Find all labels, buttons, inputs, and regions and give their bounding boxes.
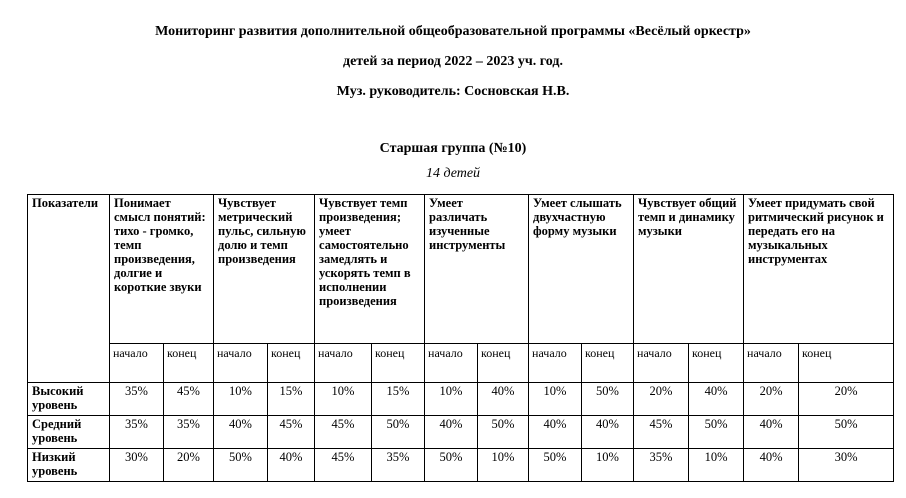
end-header: конец xyxy=(582,344,634,383)
value-cell: 10% xyxy=(315,383,372,416)
indicators-header: Показатели xyxy=(28,195,110,383)
value-cell: 45% xyxy=(315,416,372,449)
value-cell: 10% xyxy=(529,383,582,416)
value-cell: 40% xyxy=(744,416,799,449)
start-header: начало xyxy=(425,344,478,383)
value-cell: 40% xyxy=(425,416,478,449)
value-cell: 45% xyxy=(315,449,372,482)
value-cell: 20% xyxy=(634,383,689,416)
criterion-header: Чувствует общий темп и динамику музыки xyxy=(634,195,744,344)
value-cell: 10% xyxy=(425,383,478,416)
children-count: 14 детей xyxy=(425,166,481,181)
level-label: Высокий уровень xyxy=(28,383,110,416)
start-header: начало xyxy=(214,344,268,383)
value-cell: 10% xyxy=(214,383,268,416)
value-cell: 50% xyxy=(689,416,744,449)
value-cell: 30% xyxy=(799,449,894,482)
value-cell: 50% xyxy=(425,449,478,482)
value-cell: 40% xyxy=(478,383,529,416)
start-header: начало xyxy=(744,344,799,383)
criterion-header: Чувствует темп произведения; умеет самостоятельно замедлять и ускорять темп в исполнении произведения xyxy=(315,195,425,344)
table-row xyxy=(28,383,894,416)
criterion-header: Умеет слышать двухчастную форму музыки xyxy=(529,195,634,344)
value-cell: 40% xyxy=(214,416,268,449)
value-cell: 15% xyxy=(372,383,425,416)
value-cell: 30% xyxy=(110,449,164,482)
value-cell: 40% xyxy=(582,416,634,449)
end-header: конец xyxy=(372,344,425,383)
value-cell: 10% xyxy=(689,449,744,482)
value-cell: 45% xyxy=(634,416,689,449)
criterion-header: Умеет различать изученные инструменты xyxy=(425,195,529,344)
heading-line-1: Мониторинг развития дополнительной общеобразовательной программы «Весёлый оркестр» xyxy=(155,24,751,39)
criterion-header: Умеет придумать свой ритмический рисунок и передать его на музыкальных инструментах xyxy=(744,195,894,344)
value-cell: 40% xyxy=(529,416,582,449)
value-cell: 35% xyxy=(372,449,425,482)
value-cell: 20% xyxy=(744,383,799,416)
value-cell: 50% xyxy=(529,449,582,482)
value-cell: 35% xyxy=(164,416,214,449)
start-header: начало xyxy=(634,344,689,383)
value-cell: 50% xyxy=(372,416,425,449)
end-header: конец xyxy=(799,344,894,383)
table-row xyxy=(28,449,894,482)
group-title: Старшая группа (№10) xyxy=(379,141,527,156)
start-header: начало xyxy=(315,344,372,383)
end-header: конец xyxy=(478,344,529,383)
start-header: начало xyxy=(110,344,164,383)
value-cell: 20% xyxy=(164,449,214,482)
heading-line-2: детей за период 2022 – 2023 уч. год. xyxy=(343,54,563,69)
monitoring-table xyxy=(27,194,894,482)
value-cell: 40% xyxy=(268,449,315,482)
value-cell: 35% xyxy=(110,383,164,416)
criterion-header: Чувствует метрический пульс, сильную долю и темп произведения xyxy=(214,195,315,344)
value-cell: 50% xyxy=(214,449,268,482)
criteria-header-row xyxy=(28,195,894,344)
value-cell: 20% xyxy=(799,383,894,416)
value-cell: 10% xyxy=(478,449,529,482)
criterion-header: Понимает смысл понятий: тихо - громко, темп произведения, долгие и короткие звуки xyxy=(110,195,214,344)
end-header: конец xyxy=(689,344,744,383)
value-cell: 50% xyxy=(478,416,529,449)
value-cell: 45% xyxy=(268,416,315,449)
value-cell: 35% xyxy=(110,416,164,449)
heading-line-3: Муз. руководитель: Сосновская Н.В. xyxy=(336,84,570,99)
start-header: начало xyxy=(529,344,582,383)
level-label: Средний уровень xyxy=(28,416,110,449)
value-cell: 50% xyxy=(799,416,894,449)
table-row xyxy=(28,416,894,449)
value-cell: 50% xyxy=(582,383,634,416)
level-label: Низкий уровень xyxy=(28,449,110,482)
value-cell: 10% xyxy=(582,449,634,482)
end-header: конец xyxy=(268,344,315,383)
period-header-row xyxy=(28,344,894,383)
value-cell: 15% xyxy=(268,383,315,416)
value-cell: 40% xyxy=(744,449,799,482)
value-cell: 40% xyxy=(689,383,744,416)
value-cell: 35% xyxy=(634,449,689,482)
end-header: конец xyxy=(164,344,214,383)
value-cell: 45% xyxy=(164,383,214,416)
